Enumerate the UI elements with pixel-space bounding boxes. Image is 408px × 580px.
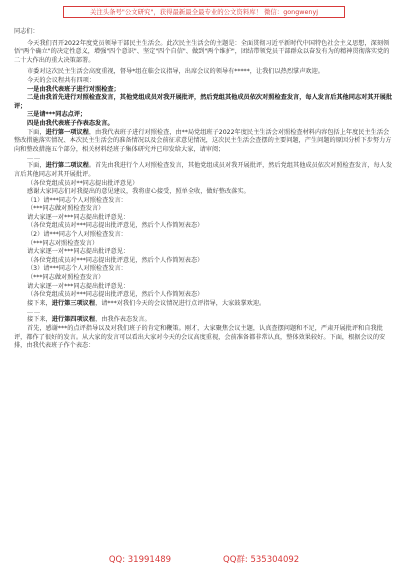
step-1-body: ，由我代表班子进行对照检查，由**局党组班子2022年度民主生活会对照检查材料内容包括上年度民主生活会整改措施落实情况、本次民主生活会的准备情况以及会前征求意见情况，这次民主生活会查摆的主要问题，产生问题的原因分析下步努力方向和整改措施五个部分，相关材料经班子集体研究并已印发给大家，请审阅； <box>14 128 392 153</box>
agenda-step-4 <box>14 316 394 325</box>
agenda-step-1 <box>14 129 394 155</box>
promo-banner[interactable]: 关注头条号"公文研究"，获得最新最全最专业的公文资料库！ 微信：gongwenyj <box>63 6 345 18</box>
step-3-body: ，请***对我们今天的会议情况进行点评指导，大家鼓掌欢迎。 <box>95 299 266 307</box>
step-3-title: 进行第三项议程 <box>51 299 96 307</box>
ellipsis-1: …… <box>27 154 41 162</box>
stage-note: （各位党组成员对**同志提出批评意见） <box>27 179 139 187</box>
intro-paragraph: 今天我们召开2022年度党员领导干部民主生活会。此次民主生活会的主题是：全面贯彻习近平新时代中国特色社会主义思想，深刻领悟"两个确立"的决定性意义，增强"四个意识"、坚定"四个自信"、做到"两个维护"，团结带领党员干部群众以奋发有为的精神贯彻落实党的二十大作出的重大决策部署。 <box>14 39 390 64</box>
agenda-intro: 今天的会议程共有四项： <box>27 76 96 84</box>
greeting: 同志们： <box>14 28 39 35</box>
step-2-body: 。首先由我进行个人对照检查发言，其他党组成员对我开展批评，然后党组其他成员依次对照检查发言，每人发言后其他同志对其开展批评。 <box>14 162 393 178</box>
thanks-paragraph: 感谢大家同志们对我提出的意见建议，我将虚心接受，照单全收，做好整改落实。 <box>27 188 250 196</box>
speaker-1-note: （***同志做对照检查发言） <box>27 205 105 213</box>
speaker-3-call: （3）请***同志个人对照检查发言： <box>27 265 127 273</box>
step-4-title: 进行第四项议程 <box>51 316 96 324</box>
closing-paragraph: 首先，感谢***的点评指导以及对我们班子的肯定和鞭策。刚才，大家聚焦会议主题，认真查摆问题和不足，严肃开展批评和自我批评，都作了很好的发言。从大家的发言可以看出大家对今天的会议高度重视，会前准备都非常认真，整体效果较好。下面，根据会议的安排，由我代表班子作个表态： <box>14 325 386 350</box>
step-1-lead: 下面， <box>27 128 46 136</box>
step-3-lead: 接下来， <box>27 299 52 307</box>
speaker-1-call: （1）请***同志个人对照检查发言： <box>27 196 127 204</box>
speaker-1-critique-call: 请大家逐一对***同志提出批评意见： <box>27 213 130 221</box>
agenda-item-2: 二是由我首先进行对照检查发言，其他党组成员对我开展批评，然后党组其他成员依次对照检查发言，每人发言后其他同志对其开展批评； <box>14 94 393 110</box>
speaker-2-note: （***同志对照检查发言） <box>27 239 99 247</box>
step-4-lead: 接下来， <box>27 316 52 324</box>
agenda-step-3 <box>14 300 394 309</box>
agenda-item-1: 一是由我代表班子进行对照检查； <box>27 85 120 93</box>
qq-number: QQ: 31991489 <box>108 555 172 565</box>
guests-paragraph: 市委对这次民主生活会高度重视，督导*组在临会议指导，出席会议的领导有*****，让我们以热烈掌声欢迎。 <box>27 68 324 76</box>
agenda-step-2 <box>14 162 394 179</box>
speaker-2-critique-note: （各位党组成员对***同志提出批评意见，然后个人作简短表态） <box>27 256 204 264</box>
speaker-3-note: （***同志做对照检查发言） <box>27 274 105 282</box>
step-1-title: 进行第一项议程 <box>45 128 89 136</box>
step-4-body: ，由我作表态发言。 <box>95 316 151 324</box>
step-2-lead: 下面， <box>27 162 46 170</box>
speaker-2-critique-call: 请大家逐一对***同志提出批评意见： <box>27 248 130 256</box>
speaker-3-critique-call: 请大家逐一对***同志提出批评意见： <box>27 282 130 290</box>
ellipsis-2: …… <box>27 308 41 316</box>
speaker-3-critique-note: （各位党组成员对***同志提出批评意见，然后个人作简短表态） <box>27 291 204 299</box>
speaker-1-critique-note: （各位党组成员对***同志提出批评意见，然后个人作简短表态） <box>27 222 204 230</box>
agenda-item-3: 三是请***同志点评； <box>27 111 87 119</box>
qq-group-number: QQ群: 535304092 <box>223 555 300 565</box>
step-2-title: 进行第二项议程 <box>45 162 89 170</box>
speaker-2-call: （2）请***同志个人对照检查发言： <box>27 231 127 239</box>
contact-footer <box>0 554 408 566</box>
agenda-item-4: 四是由我代表班子作表态发言。 <box>27 119 114 127</box>
